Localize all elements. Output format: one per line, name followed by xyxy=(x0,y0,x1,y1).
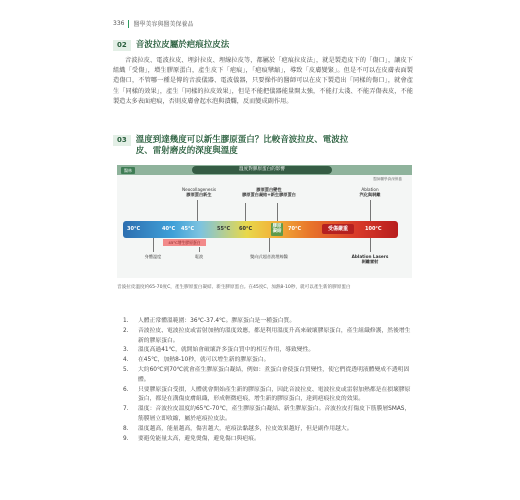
connector-line xyxy=(370,238,371,252)
connector-line xyxy=(199,247,200,252)
list-item: 3. 溫度高過41℃，就開始會破壞許多蛋白質中的相互作用，導致變性。 xyxy=(123,347,315,354)
ablation-lasers-zh: 剝離雷射 xyxy=(361,259,379,264)
connector-line xyxy=(197,200,198,221)
connector-line xyxy=(277,203,278,221)
connector-line xyxy=(269,238,270,252)
list-item: 9. 要避免能量太高，避免燙傷，避免傷口與疤痕。 xyxy=(123,435,260,442)
section-02-title: 音波拉皮屬於疤痕拉皮法 xyxy=(135,40,230,50)
temp-55: 55°C xyxy=(217,226,231,232)
header-divider xyxy=(128,20,129,28)
diagram-title: 溫度對膠原蛋白的影響 xyxy=(192,166,332,174)
temp-70: 70°C xyxy=(288,226,302,232)
temp-40: 40°C xyxy=(162,226,176,232)
list-item: 8. 溫度越高，能量越高，傷害越大，疤痕法黏越多，拉皮效果越好，但是副作用越大。 xyxy=(123,425,353,432)
connector-line xyxy=(370,200,371,221)
temp-60: 60°C xyxy=(239,226,253,232)
section-03-title-line2: 皮、雷射磨皮的深度與溫度 xyxy=(135,146,238,156)
neocollagenesis-en: Neocollagenesis xyxy=(181,187,217,192)
list-item: 4. 在45℃，加熱8-10秒，就可以增生新的膠原蛋白。 xyxy=(123,357,270,364)
connector-line xyxy=(153,238,154,252)
publisher-logo: 醫林 xyxy=(121,167,135,174)
ablation-en: Ablation xyxy=(361,187,379,192)
neocollagenesis-zh: 膠原蛋白新生 xyxy=(186,192,212,197)
section-02-number: 02 xyxy=(113,40,131,51)
ablation-lasers-label xyxy=(345,254,395,264)
rf-label: 電波 xyxy=(194,254,204,259)
section-02-heading xyxy=(113,40,413,51)
ablation-lasers-en: Ablation Lasers xyxy=(351,254,389,259)
chapter-title: 醫學美容與醫美保養品 xyxy=(133,21,194,28)
list-item: 7. 溫度：音波拉皮溫度約65℃-70℃，產生膠原蛋白凝結、新生膠原蛋白。音波拉皮打傷皮下筋膜層SMAS，筋膜層立即收縮，屬於疤痕拉皮法。 xyxy=(123,406,411,422)
neocollagenesis-label xyxy=(169,187,229,197)
section-02-paragraph: 音波拉皮、電波拉皮、埋針拉皮、埋線拉皮等，都屬於「疤痕拉皮法」，就是製造皮下的「傷口」，讓皮下組織「受傷」，增生膠原蛋白，產生皮下「疤痕」，「疤痕攣縮」，導致「皮膚變緊」。但是不可以在皮膚表面製造傷口，不管哪一種是傳的音波儀器、電波儀器，只要操作的醫師可以在皮下製造出「同樣的傷口」，就會產生「同樣的效果」，產生「同樣的拉皮效果」，但是不能把儀器能量開太強，不能打太淺、不能弄傷表皮，不能製造太多表面疤痕，否則皮膚會起水泡與潰爛，反而變成副作用。 xyxy=(113,57,413,105)
list-item: 6. 只要膠原蛋白受損，人體就會開始產生新的膠原蛋白，因此音波拉皮、電波拉皮或雷射加熱都是在損壞膠原蛋白，都是在溝傷皮膚組織，形成輕微疤痕，增生新的膠原蛋白，達到疤痕拉皮的效果。 xyxy=(123,386,411,403)
temp-45: 45°C xyxy=(181,226,195,232)
section-03-number: 03 xyxy=(113,135,131,146)
page-number: 336 xyxy=(113,20,125,27)
diagram-credit: 醫師攝學資深保養 xyxy=(373,177,402,181)
section-03-title-line1: 溫度到達幾度可以新生膠原蛋白？比較音波拉皮、電波拉 xyxy=(135,135,349,145)
temp-100: 100°C xyxy=(365,226,382,232)
list-item: 1. 人體正常體溫範圍：36℃-37.4℃。膠原蛋白是一種蛋白質。 xyxy=(123,318,296,324)
temp-30: 30°C xyxy=(127,226,141,232)
ultrasound-label: 雙向式超音波埋線醫 xyxy=(250,254,288,259)
page-header xyxy=(113,19,193,28)
body-temp-label: 身體溫度 xyxy=(144,254,162,259)
section-03 xyxy=(113,135,413,157)
connector-line xyxy=(245,203,246,221)
list-item: 5. 大約60℃到70℃就會產生膠原蛋白凝結，例如：煮蛋白會使蛋白質變性，使它們從透明液體變成不透明固體。 xyxy=(123,366,410,383)
section-02 xyxy=(113,40,413,107)
denature-line2: 膠原蛋白凝結+新生膠原蛋白 xyxy=(242,192,296,197)
collagen-range-tag: 45°C增生膠原蛋白 xyxy=(163,239,206,246)
section-03-heading xyxy=(113,135,413,157)
severe-damage-box: 受傷嚴重 xyxy=(322,224,354,234)
denature-label xyxy=(229,187,309,197)
ablation-zh: 汽化與剝離 xyxy=(359,192,381,197)
temperature-collagen-diagram xyxy=(117,165,412,278)
list-item: 2. 音波拉皮、電波拉皮或雷射加熱的溫度效應，都是利用溫度升高來破壞膠原蛋白，產生組織修護，然後增生新的膠原蛋白。 xyxy=(123,327,411,344)
section-03-title xyxy=(136,135,349,157)
diagram-caption: 音波拉皮溫度約65-70度C，產生膠原蛋白凝結、新生膠原蛋白。在45度C，加熱8-10秒，就可以產生新的膠原蛋白 xyxy=(117,285,351,290)
ablation-label xyxy=(345,187,395,197)
denature-line1: 膠原蛋白變性 xyxy=(256,187,282,192)
collagen-coagulation-box: 膠原凝結 xyxy=(272,224,282,234)
notes-list xyxy=(123,317,413,444)
